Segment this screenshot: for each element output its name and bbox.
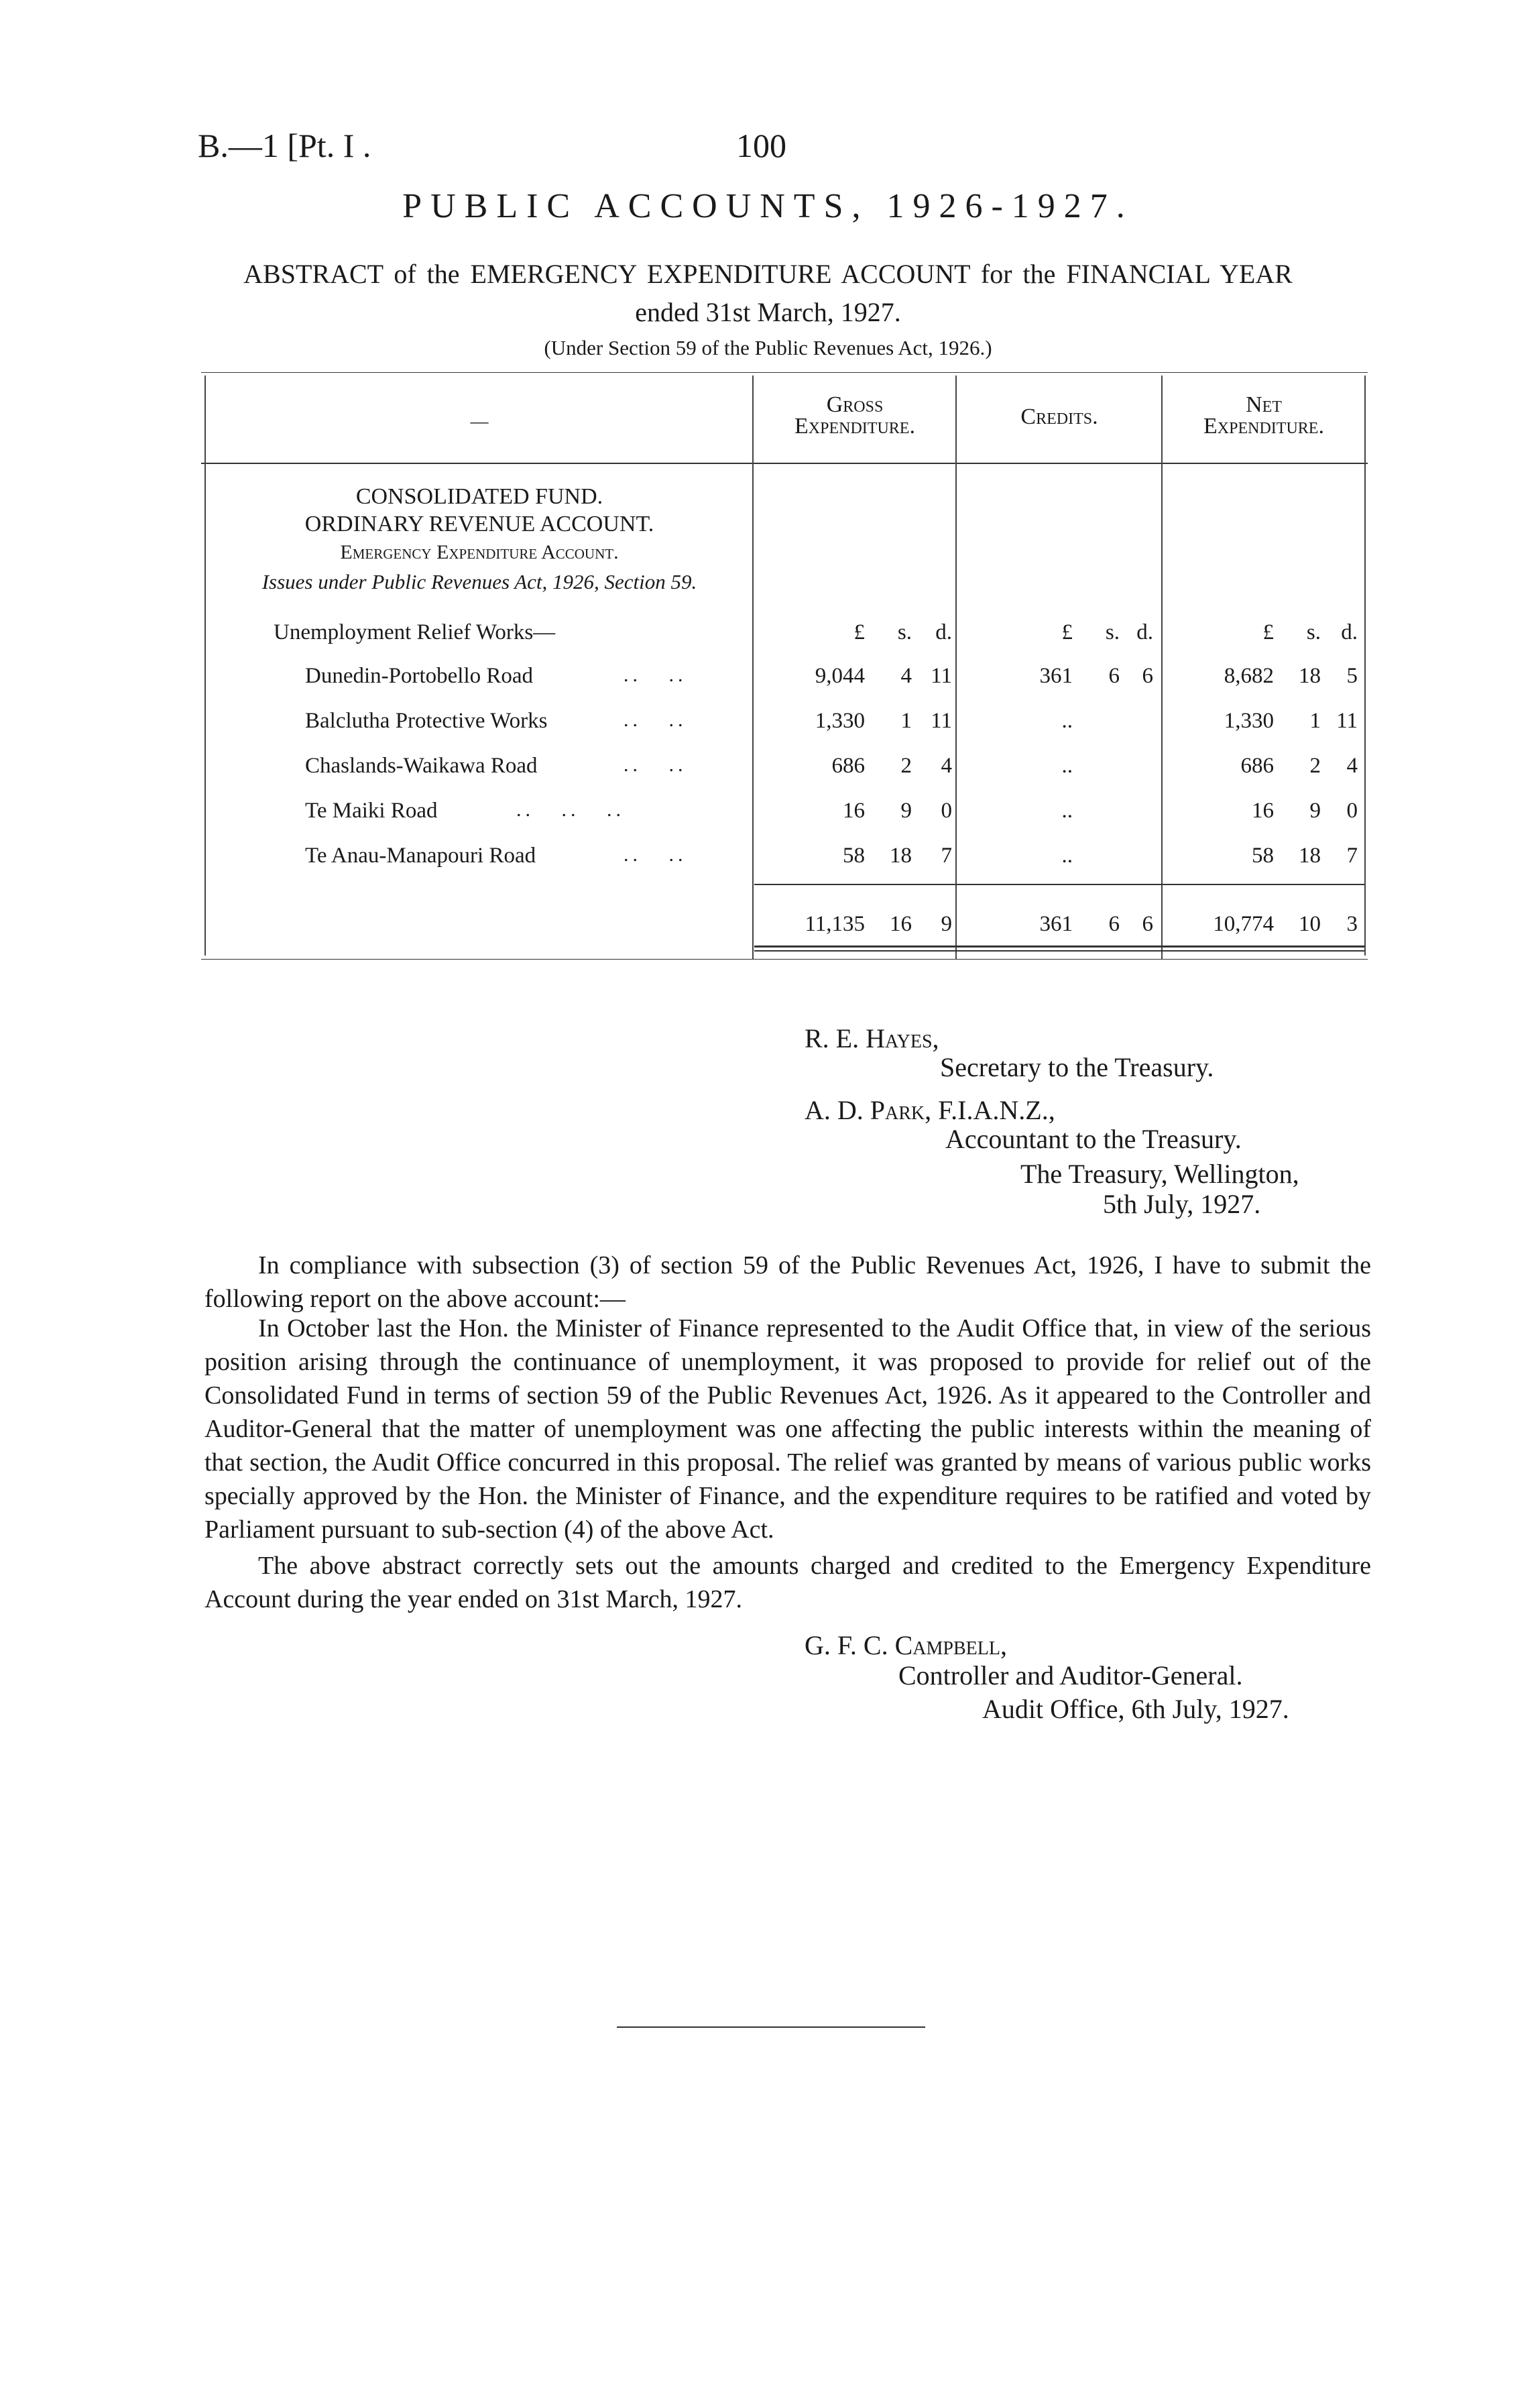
total-gross-shillings: 16 — [890, 912, 912, 936]
credits-pence: 6 — [1142, 664, 1153, 688]
signatory-hayes: R. E. Hayes, — [805, 1023, 939, 1053]
table-column-divider — [204, 376, 206, 956]
credits-nil: .. — [1061, 799, 1073, 823]
auditor-place-date: Audit Office, 6th July, 1927. — [982, 1694, 1289, 1724]
total-double-rule — [754, 950, 1364, 952]
credits-nil: .. — [1061, 844, 1073, 868]
treasury-place: The Treasury, Wellington, — [1020, 1159, 1299, 1189]
gross-pounds: 16 — [843, 799, 865, 823]
net-pence: 11 — [1336, 709, 1358, 733]
gross-pounds: 1,330 — [815, 709, 865, 733]
section-account: ORDINARY REVENUE ACCOUNT. — [304, 512, 654, 536]
net-shillings: 9 — [1309, 799, 1321, 823]
gross-unit-pence: d. — [935, 620, 952, 644]
leader-dots: .. .. — [624, 844, 687, 866]
total-net-pence: 3 — [1346, 912, 1358, 936]
net-pounds: 8,682 — [1224, 664, 1274, 688]
total-credits-pence: 6 — [1142, 912, 1153, 936]
table-column-divider — [955, 376, 957, 959]
total-credits-pounds: 361 — [1039, 912, 1073, 936]
header-net: Net Expenditure. — [1203, 392, 1324, 439]
gross-shillings: 18 — [890, 844, 912, 868]
net-pence: 7 — [1346, 844, 1358, 868]
row-name: Dunedin-Portobello Road — [305, 664, 534, 688]
table-top-rule — [201, 372, 1368, 373]
row-name: Chaslands-Waikawa Road — [305, 754, 538, 778]
gross-shillings: 2 — [900, 754, 912, 778]
section-sub-account: Emergency Expenditure Account. — [340, 541, 619, 563]
header-credits: Credits. — [1020, 404, 1098, 429]
gross-pounds: 686 — [831, 754, 865, 778]
document-reference: B.—1 [Pt. I . — [198, 127, 371, 164]
row-name: Te Maiki Road — [305, 799, 438, 823]
gross-pence: 11 — [931, 709, 952, 733]
total-net-shillings: 10 — [1299, 912, 1321, 936]
auditor-title: Controller and Auditor-General. — [898, 1660, 1243, 1690]
gross-pence: 11 — [931, 664, 952, 688]
credits-unit-pound: £ — [1061, 620, 1073, 644]
auditor-name: G. F. C. Campbell, — [805, 1630, 1007, 1660]
row-name: Te Anau-Manapouri Road — [305, 844, 536, 868]
leader-dots: .. .. — [624, 664, 687, 686]
net-pence: 0 — [1346, 799, 1358, 823]
table-column-divider — [752, 376, 754, 959]
leader-dots: .. .. — [624, 709, 687, 731]
gross-unit-pound: £ — [853, 620, 865, 644]
credits-shillings: 6 — [1108, 664, 1120, 688]
table-bottom-rule — [201, 959, 1368, 960]
total-rule — [754, 884, 1364, 885]
net-unit-pence: d. — [1341, 620, 1358, 644]
page-number: 100 — [736, 127, 786, 164]
credits-nil: .. — [1061, 709, 1073, 733]
net-pounds: 16 — [1252, 799, 1274, 823]
credits-pounds: 361 — [1039, 664, 1073, 688]
abstract-title: ABSTRACT of the EMERGENCY EXPENDITURE ACCOUNT for the FINANCIAL YEAR — [243, 259, 1293, 289]
closing-rule — [617, 2026, 925, 2028]
net-shillings: 18 — [1299, 664, 1321, 688]
net-shillings: 18 — [1299, 844, 1321, 868]
net-pence: 5 — [1346, 664, 1358, 688]
net-pounds: 58 — [1252, 844, 1274, 868]
section-issues: Issues under Public Revenues Act, 1926, Section 59. — [261, 570, 697, 593]
header-gross: Gross Expenditure. — [794, 392, 915, 439]
credits-unit-pence: d. — [1136, 620, 1153, 644]
row-name: Balclutha Protective Works — [305, 709, 548, 733]
abstract-authority: (Under Section 59 of the Public Revenues Act, 1926.) — [544, 336, 992, 359]
report-paragraph: In compliance with subsection (3) of section 59 of the Public Revenues Act, 1926, I have to submit the following report on the above account:— — [204, 1251, 1371, 1313]
gross-unit-shilling: s. — [897, 620, 912, 644]
leader-dots: .. .. — [624, 754, 687, 776]
gross-shillings: 9 — [900, 799, 912, 823]
page-title: PUBLIC ACCOUNTS, 1926-1927. — [402, 187, 1134, 225]
gross-shillings: 1 — [900, 709, 912, 733]
gross-pence: 7 — [941, 844, 952, 868]
gross-pence: 0 — [941, 799, 952, 823]
gross-pence: 4 — [941, 754, 952, 778]
net-shillings: 2 — [1309, 754, 1321, 778]
net-pence: 4 — [1346, 754, 1358, 778]
report-paragraph: The above abstract correctly sets out the amounts charged and credited to the Emergency Expenditure Account during the year ended on 31st March, 1927. — [204, 1552, 1371, 1613]
credits-nil: .. — [1061, 754, 1073, 778]
gross-shillings: 4 — [900, 664, 912, 688]
total-gross-pounds: 11,135 — [805, 912, 865, 936]
total-gross-pence: 9 — [941, 912, 952, 936]
net-unit-pound: £ — [1262, 620, 1274, 644]
abstract-date: ended 31st March, 1927. — [635, 297, 901, 327]
table-column-divider — [1364, 376, 1366, 956]
total-double-rule — [754, 945, 1364, 948]
group-label: Unemployment Relief Works— — [274, 620, 556, 644]
total-net-pounds: 10,774 — [1213, 912, 1274, 936]
leader-dots: .. .. .. — [516, 799, 625, 821]
treasury-date: 5th July, 1927. — [1103, 1189, 1261, 1219]
net-pounds: 686 — [1240, 754, 1274, 778]
header-blank: — — [470, 411, 489, 431]
net-unit-shilling: s. — [1306, 620, 1321, 644]
gross-pounds: 9,044 — [815, 664, 865, 688]
signatory-hayes-title: Secretary to the Treasury. — [940, 1052, 1214, 1082]
gross-pounds: 58 — [843, 844, 865, 868]
credits-unit-shilling: s. — [1105, 620, 1120, 644]
report-paragraph: In October last the Hon. the Minister of Finance represented to the Audit Office that, in view of the serious position arising through the continuance of unemployment, it was proposed to provide for relief out of the Consolidated Fund in terms of section 59 of the Public Revenues Act, 1926. As it appeared to the Controller and Auditor-General that the matter of unemployment was one affecting the public interests within the meaning of that section, the Audit Office concurred in this proposal. The relief was granted by means of various public works specially approved by the Hon. the Minister of Finance, and the expenditure requires to be ratified and voted by Parliament pursuant to sub-section (4) of the above Act. — [204, 1314, 1371, 1544]
section-fund: CONSOLIDATED FUND. — [355, 484, 603, 509]
total-credits-shillings: 6 — [1108, 912, 1120, 936]
table-column-divider — [1161, 376, 1163, 959]
net-pounds: 1,330 — [1224, 709, 1274, 733]
signatory-park: A. D. Park, F.I.A.N.Z., — [805, 1095, 1055, 1125]
table-header-rule — [201, 463, 1368, 464]
net-shillings: 1 — [1309, 709, 1321, 733]
signatory-park-title: Accountant to the Treasury. — [945, 1124, 1242, 1154]
